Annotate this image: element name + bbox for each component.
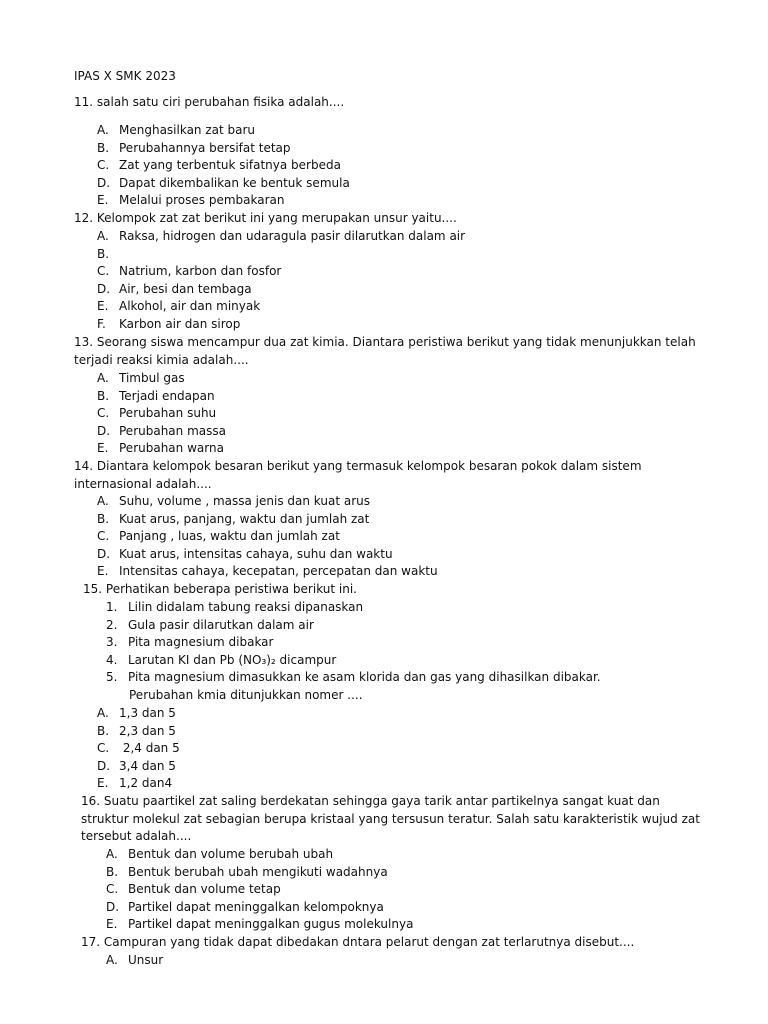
option-key: C. bbox=[97, 529, 110, 544]
option-text: Bentuk dan volume tetap bbox=[128, 882, 281, 897]
option-text: Panjang , luas, waktu dan jumlah zat bbox=[119, 529, 340, 544]
options-q11 bbox=[97, 122, 350, 210]
option-item bbox=[97, 316, 465, 334]
option-text: Bentuk berubah ubah mengikuti wadahnya bbox=[128, 864, 388, 879]
option-text: Air, besi dan tembaga bbox=[119, 281, 252, 296]
option-item bbox=[97, 511, 438, 529]
option-text: Zat yang terbentuk sifatnya berbeda bbox=[119, 158, 341, 173]
event-text: Pita magnesium dibakar bbox=[128, 635, 274, 650]
option-text: Perubahan suhu bbox=[119, 406, 217, 421]
option-item bbox=[97, 192, 350, 210]
event-text: Lilin didalam tabung reaksi dipanaskan bbox=[128, 600, 364, 614]
option-text: 2,3 dan 5 bbox=[119, 723, 176, 738]
option-item bbox=[97, 493, 438, 511]
option-text: Perubahan warna bbox=[119, 441, 224, 456]
document-header: IPAS X SMK 2023 bbox=[74, 69, 176, 83]
option-item bbox=[106, 846, 413, 864]
event-item bbox=[106, 634, 601, 652]
option-item bbox=[97, 157, 350, 175]
option-item bbox=[106, 899, 413, 917]
option-key: A. bbox=[97, 494, 109, 508]
options-q15 bbox=[97, 705, 180, 793]
event-key: 4. bbox=[106, 652, 118, 667]
option-text: 2,4 dan 5 bbox=[119, 741, 180, 756]
option-item bbox=[97, 388, 226, 406]
option-item bbox=[97, 122, 350, 140]
option-text: Dapat dikembalikan ke bentuk semula bbox=[119, 175, 350, 190]
option-item bbox=[97, 175, 350, 193]
option-item bbox=[97, 423, 226, 441]
option-key: B. bbox=[97, 511, 110, 526]
option-item bbox=[106, 916, 413, 934]
option-text: 1,3 dan 5 bbox=[119, 706, 176, 720]
question-15: 15. Perhatikan beberapa peristiwa berikut ini. bbox=[83, 582, 357, 596]
option-key: E. bbox=[97, 441, 109, 456]
event-key: 3. bbox=[106, 635, 118, 650]
events-q15 bbox=[106, 599, 601, 687]
option-item bbox=[97, 228, 465, 246]
option-key: A. bbox=[106, 847, 118, 861]
event-item bbox=[106, 599, 601, 617]
question-13: 13. Seorang siswa mencampur dua zat kimia. Diantara peristiwa berikut yang tidak menunjukkan telah terjadi reaksi kimia adalah.... bbox=[74, 335, 696, 367]
option-text: 1,2 dan4 bbox=[119, 776, 173, 791]
option-text: Menghasilkan zat baru bbox=[119, 123, 256, 137]
option-text: Unsur bbox=[128, 953, 164, 967]
option-key: A. bbox=[106, 953, 118, 967]
option-key: A. bbox=[97, 706, 109, 720]
option-key: B. bbox=[97, 723, 110, 738]
event-item bbox=[106, 617, 601, 635]
option-text: Kuat arus, intensitas cahaya, suhu dan waktu bbox=[119, 546, 393, 561]
option-key: A. bbox=[97, 229, 109, 243]
option-item bbox=[97, 370, 226, 388]
option-item bbox=[97, 705, 180, 723]
event-text: Pita magnesium dimasukkan ke asam klorida dan gas yang dihasilkan dibakar. bbox=[128, 670, 601, 685]
event-key: 5. bbox=[106, 670, 118, 685]
option-text: Terjadi endapan bbox=[119, 388, 215, 403]
option-item bbox=[97, 775, 180, 793]
question-14: 14. Diantara kelompok besaran berikut yang termasuk kelompok besaran pokok dalam sistem internasional adalah.... bbox=[74, 459, 642, 491]
option-text: Alkohol, air dan minyak bbox=[119, 299, 261, 314]
options-q16 bbox=[106, 846, 413, 934]
option-key: E. bbox=[97, 564, 109, 579]
option-text: Partikel dapat meninggalkan gugus molekulnya bbox=[128, 917, 414, 932]
option-key: B. bbox=[97, 246, 110, 261]
question-17: 17. Campuran yang tidak dapat dibedakan dntara pelarut dengan zat terlarutnya disebut.... bbox=[81, 935, 635, 949]
option-item bbox=[97, 405, 226, 423]
option-item bbox=[106, 881, 413, 899]
option-key: D. bbox=[97, 423, 111, 438]
options-q17 bbox=[106, 952, 163, 970]
option-text: Natrium, karbon dan fosfor bbox=[119, 264, 282, 279]
question-12: 12. Kelompok zat zat berikut ini yang merupakan unsur yaitu.... bbox=[74, 211, 457, 225]
option-text: Perubahannya bersifat tetap bbox=[119, 140, 291, 155]
option-item bbox=[97, 723, 180, 741]
option-key: C. bbox=[97, 158, 110, 173]
option-key: C. bbox=[97, 264, 110, 279]
option-item bbox=[97, 263, 465, 281]
option-item bbox=[97, 528, 438, 546]
option-item bbox=[97, 563, 438, 581]
question-11: 11. salah satu ciri perubahan fisika adalah.... bbox=[74, 95, 345, 109]
event-item bbox=[106, 669, 601, 687]
option-key: E. bbox=[106, 917, 118, 932]
event-text: Larutan KI dan Pb (NO₃)₂ dicampur bbox=[128, 652, 337, 667]
options-q12 bbox=[97, 228, 465, 334]
option-text: Partikel dapat meninggalkan kelompoknya bbox=[128, 899, 384, 914]
option-text: Perubahan massa bbox=[119, 423, 226, 438]
option-key: B. bbox=[97, 140, 110, 155]
option-text: Intensitas cahaya, kecepatan, percepatan dan waktu bbox=[119, 564, 438, 579]
option-key: D. bbox=[97, 758, 111, 773]
option-text: 3,4 dan 5 bbox=[119, 758, 176, 773]
option-key: A. bbox=[97, 123, 109, 137]
event-key: 2. bbox=[106, 617, 118, 632]
option-key: D. bbox=[97, 281, 111, 296]
question-15-prompt: Perubahan kmia ditunjukkan nomer .... bbox=[129, 688, 363, 702]
option-item bbox=[97, 440, 226, 458]
option-item bbox=[106, 952, 163, 970]
option-item bbox=[97, 281, 465, 299]
option-item bbox=[97, 246, 465, 264]
event-key: 1. bbox=[106, 600, 118, 614]
option-key: F. bbox=[97, 316, 106, 331]
option-item bbox=[106, 864, 413, 882]
question-16: 16. Suatu paartikel zat saling berdekatan sehingga gaya tarik antar partikelnya sangat kuat dan struktur molekul zat sebagian berupa kristaal yang tersusun teratur. Salah satu karakteristik wujud zat tersebut adalah.... bbox=[81, 794, 700, 844]
option-key: C. bbox=[106, 882, 119, 897]
event-text: Gula pasir dilarutkan dalam air bbox=[128, 617, 314, 632]
option-text: Suhu, volume , massa jenis dan kuat arus bbox=[119, 494, 370, 508]
option-item bbox=[97, 140, 350, 158]
option-item bbox=[97, 546, 438, 564]
option-item bbox=[97, 740, 180, 758]
option-text: Timbul gas bbox=[119, 371, 185, 385]
option-key: C. bbox=[97, 741, 110, 756]
option-text: Melalui proses pembakaran bbox=[119, 193, 285, 208]
event-item bbox=[106, 652, 601, 670]
option-key: E. bbox=[97, 193, 109, 208]
option-key: D. bbox=[97, 546, 111, 561]
option-key: A. bbox=[97, 371, 109, 385]
option-text: Bentuk dan volume berubah ubah bbox=[128, 847, 334, 861]
option-key: D. bbox=[97, 175, 111, 190]
option-key: C. bbox=[97, 406, 110, 421]
option-item bbox=[97, 758, 180, 776]
options-q13 bbox=[97, 370, 226, 458]
option-item bbox=[97, 298, 465, 316]
option-key: D. bbox=[106, 899, 120, 914]
option-key: B. bbox=[106, 864, 119, 879]
option-key: E. bbox=[97, 776, 109, 791]
option-key: B. bbox=[97, 388, 110, 403]
option-key: E. bbox=[97, 299, 109, 314]
option-text: Karbon air dan sirop bbox=[119, 316, 241, 331]
option-text: Kuat arus, panjang, waktu dan jumlah zat bbox=[119, 511, 370, 526]
options-q14 bbox=[97, 493, 438, 581]
option-text: Raksa, hidrogen dan udaragula pasir dilarutkan dalam air bbox=[119, 229, 466, 243]
